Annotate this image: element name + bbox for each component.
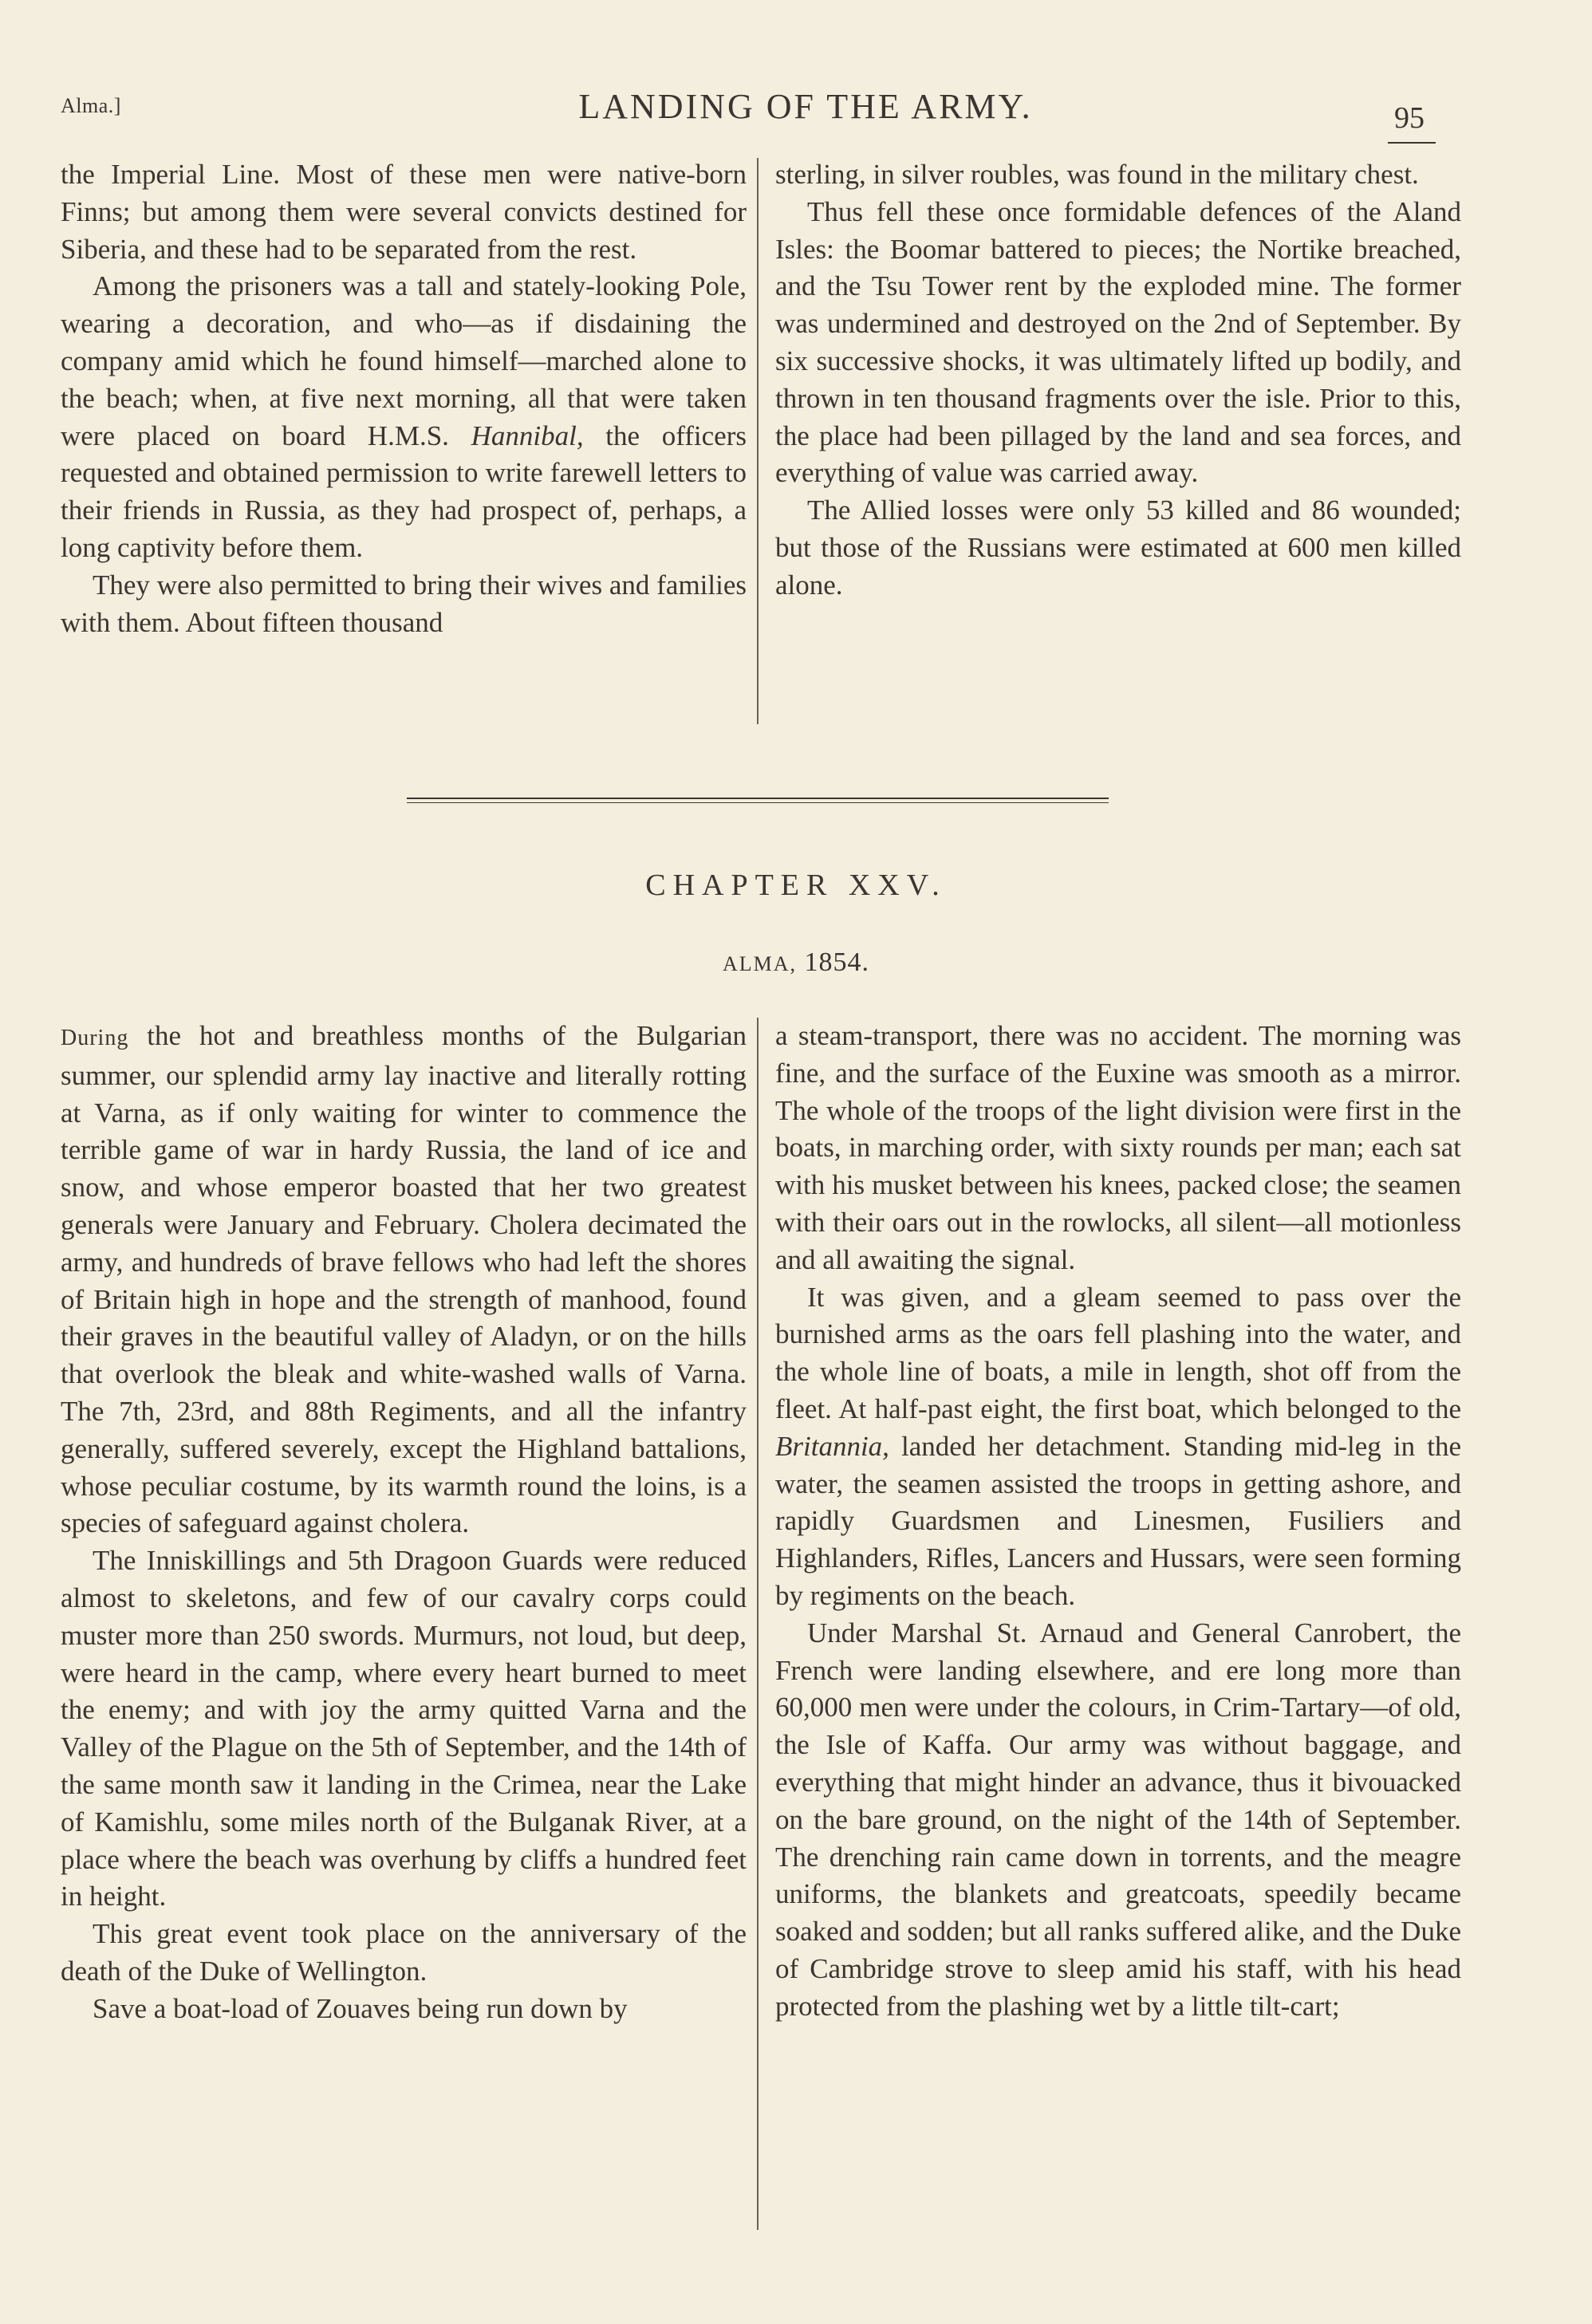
paragraph: Under Marshal St. Arnaud and General Canrobert, the French were landing elsewhere, and ere long more than 60,000 men were under the colours, in Crim-Tartary—of old, the Isle of Kaffa. Our army was without baggage, and everything that might hinder an advance, thus it bivouacked on the bare ground, on the night of the 14th of September. The drenching rain came down in torrents, and the meagre uniforms, the blankets and greatcoats, speedily became soaked and sodden; but all ranks suffered alike, and the Duke of Cambridge strove to sleep amid his staff, with his head protected from the plashing wet by a little tilt-cart;: [775, 1617, 1461, 2022]
section-separator: [407, 798, 1109, 803]
paragraph: The Allied losses were only 53 killed and 86 wounded; but those of the Russians were estimated at 600 men killed alone.: [775, 494, 1461, 601]
paragraph: a steam-transport, there was no accident. The morning was fine, and the surface of the Euxine was smooth as a mirror. The whole of the troops of the light division were first in the boats, in marching order, with sixty rounds per man; each sat with his musket between his knees, packed close; the seamen with their oars out in the rowlocks, all silent—all motionless and all awaiting the signal.: [775, 1020, 1461, 1275]
chapter-subheading: [0, 947, 1592, 978]
column-divider: [757, 1018, 759, 2230]
paragraph: Thus fell these once formidable defences of the Aland Isles: the Boomar battered to pieces; the Nortike breached, and the Tsu Tower rent by the exploded mine. The former was undermined and destroyed on the 2nd of September. By six successive shocks, it was ultimately lifted up bodily, and thrown in ten thousand fragments over the isle. Prior to this, the place had been pillaged by the land and sea forces, and everything of value was carried away.: [775, 195, 1461, 489]
opening-word: During: [61, 1026, 129, 1050]
top-right-column: [775, 156, 1461, 605]
running-head-title: LANDING OF THE ARMY.: [578, 87, 1033, 126]
paragraph: The Inniskillings and 5th Dragoon Guards were reduced almost to skeletons, and few of our cavalry corps could muster more than 250 swords. Murmurs, not loud, but deep, were heard in the camp, where every heart burned to meet the enemy; and with joy the army quitted Varna and the Valley of the Plague on the 5th of September, and the 14th of the same month saw it landing in the Crimea, near the Lake of Kamishlu, some miles north of the Bulganak River, at a place where the beach was overhung by cliffs a hundred feet in height.: [61, 1545, 747, 1912]
paragraph: This great event took place on the anniversary of the death of the Duke of Wellington.: [61, 1918, 747, 1987]
chapter-subheading-name: ALMA,: [722, 952, 798, 975]
column-divider: [757, 158, 759, 724]
paragraph: They were also permitted to bring their wives and families with them. About fifteen thousand: [61, 569, 747, 638]
chapter-heading: CHAPTER XXV.: [645, 869, 947, 902]
paragraph: sterling, in silver roubles, was found in the military chest.: [775, 159, 1419, 190]
paragraph: Among the prisoners was a tall and stately-looking Pole, wearing a decoration, and who—as if disdaining the company amid which he found himself—marched alone to the beach; when, at five next morning, all that were taken were placed on board H.M.S. Hannibal, the officers requested and obtained permission to write farewell letters to their friends in Russia, as they had prospect of, perhaps, a long captivity before them.: [61, 270, 747, 563]
chapter-right-column: [775, 1018, 1461, 2026]
page-number: 95: [1394, 101, 1425, 135]
ship-name: Britannia,: [775, 1430, 889, 1462]
paragraph: Save a boat-load of Zouaves being run down by: [93, 1992, 628, 2024]
chapter-left-column: [61, 1018, 747, 2028]
ship-name: Hannibal,: [471, 420, 584, 451]
top-left-column: [61, 156, 747, 641]
paragraph: During the hot and breathless months of the Bulgarian summer, our splendid army lay inactive and literally rotting at Varna, as if only waiting for winter to commence the terrible game of war in hardy Russia, the land of ice and snow, and whose emperor boasted that her two greatest generals were January and February. Cholera decimated the army, and hundreds of brave fellows who had left the shores of Britain high in hope and the strength of manhood, found their graves in the beautiful valley of Aladyn, or on the hills that overlook the bleak and white-washed walls of Varna. The 7th, 23rd, and 88th Regiments, and all the infantry generally, suffered severely, except the Highland battalions, whose peculiar costume, by its warmth round the loins, is a species of safeguard against cholera.: [61, 1020, 747, 1539]
running-head-section: Alma.]: [61, 94, 121, 117]
chapter-subheading-year: 1854.: [804, 947, 870, 977]
paragraph: the Imperial Line. Most of these men were native-born Finns; but among them were several convicts destined for Siberia, and these had to be separated from the rest.: [61, 159, 747, 265]
paragraph: It was given, and a gleam seemed to pass over the burnished arms as the oars fell plashing into the water, and the whole line of boats, a mile in length, shot off from the fleet. At half-past eight, the first boat, which belonged to the Britannia, landed her detachment. Standing mid-leg in the water, the seamen assisted the troops in getting ashore, and rapidly Guardsmen and Linesmen, Fusiliers and Highlanders, Rifles, Lancers and Hussars, were seen forming by regiments on the beach.: [775, 1281, 1461, 1611]
page-number-rule: [1388, 142, 1436, 144]
